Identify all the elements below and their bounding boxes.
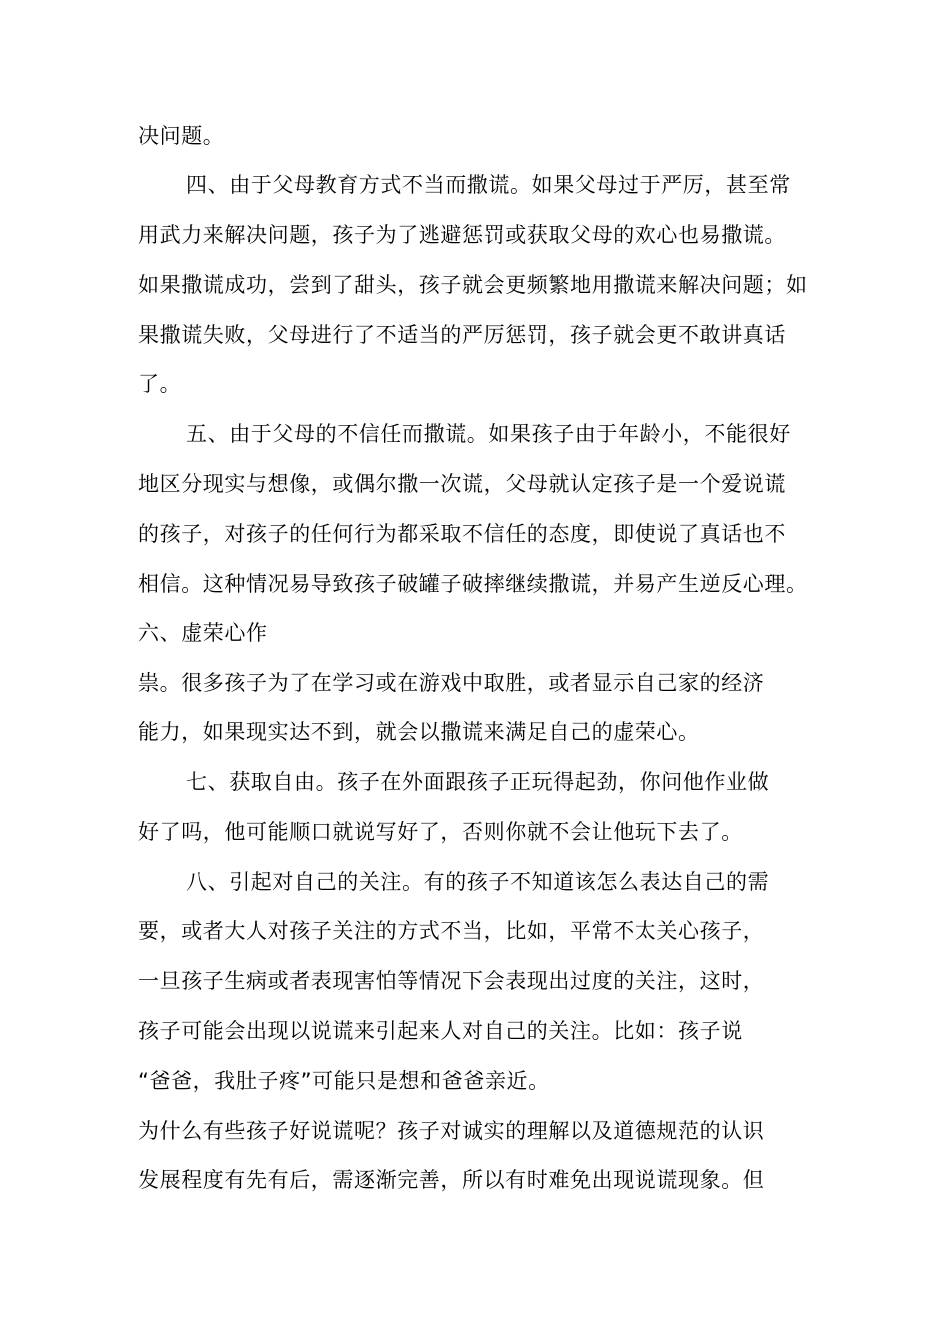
text-line: 八、引起对自己的关注。有的孩子不知道该怎么表达自己的需: [186, 870, 770, 894]
text-line: 祟。很多孩子为了在学习或在游戏中取胜，或者显示自己家的经济: [138, 671, 765, 695]
text-line: “爸爸，我肚子疼”可能只是想和爸爸亲近。: [138, 1069, 550, 1093]
text-line: 相信。这种情况易导致孩子破罐子破摔继续撒谎，并易产生逆反心理。: [138, 572, 808, 596]
text-line: 果撒谎失败，父母进行了不适当的严厉惩罚，孩子就会更不敢讲真话: [138, 323, 786, 347]
text-line: 五、由于父母的不信任而撒谎。如果孩子由于年龄小，不能很好: [186, 422, 791, 446]
text-line: 决问题。: [138, 124, 225, 148]
text-line: 七、获取自由。孩子在外面跟孩子正玩得起劲，你问他作业做: [186, 770, 770, 794]
text-line: 地区分现实与想像，或偶尔撒一次谎，父母就认定孩子是一个爱说谎: [138, 472, 786, 496]
text-line: 为什么有些孩子好说谎呢？孩子对诚实的理解以及道德规范的认识: [138, 1119, 765, 1143]
text-line: 孩子可能会出现以说谎来引起来人对自己的关注。比如：孩子说: [138, 1019, 743, 1043]
text-line: 能力，如果现实达不到，就会以撒谎来满足自己的虚荣心。: [138, 720, 700, 744]
text-line: 要，或者大人对孩子关注的方式不当，比如，平常不太关心孩子，: [138, 919, 765, 943]
text-line: 六、虚荣心作: [138, 621, 268, 645]
text-line: 了。: [138, 372, 182, 396]
text-line: 发展程度有先有后，需逐渐完善，所以有时难免出现说谎现象。但: [138, 1168, 765, 1192]
text-line: 四、由于父母教育方式不当而撒谎。如果父母过于严厉，甚至常: [186, 173, 791, 197]
text-line: 的孩子，对孩子的任何行为都采取不信任的态度，即使说了真话也不: [138, 522, 786, 546]
text-line: 好了吗，他可能顺口就说写好了，否则你就不会让他玩下去了。: [138, 820, 743, 844]
text-line: 一旦孩子生病或者表现害怕等情况下会表现出过度的关注，这时，: [138, 969, 765, 993]
text-line: 用武力来解决问题，孩子为了逃避惩罚或获取父母的欢心也易撒谎。: [138, 223, 786, 247]
text-line: 如果撒谎成功，尝到了甜头，孩子就会更频繁地用撒谎来解决问题；如: [138, 273, 808, 297]
